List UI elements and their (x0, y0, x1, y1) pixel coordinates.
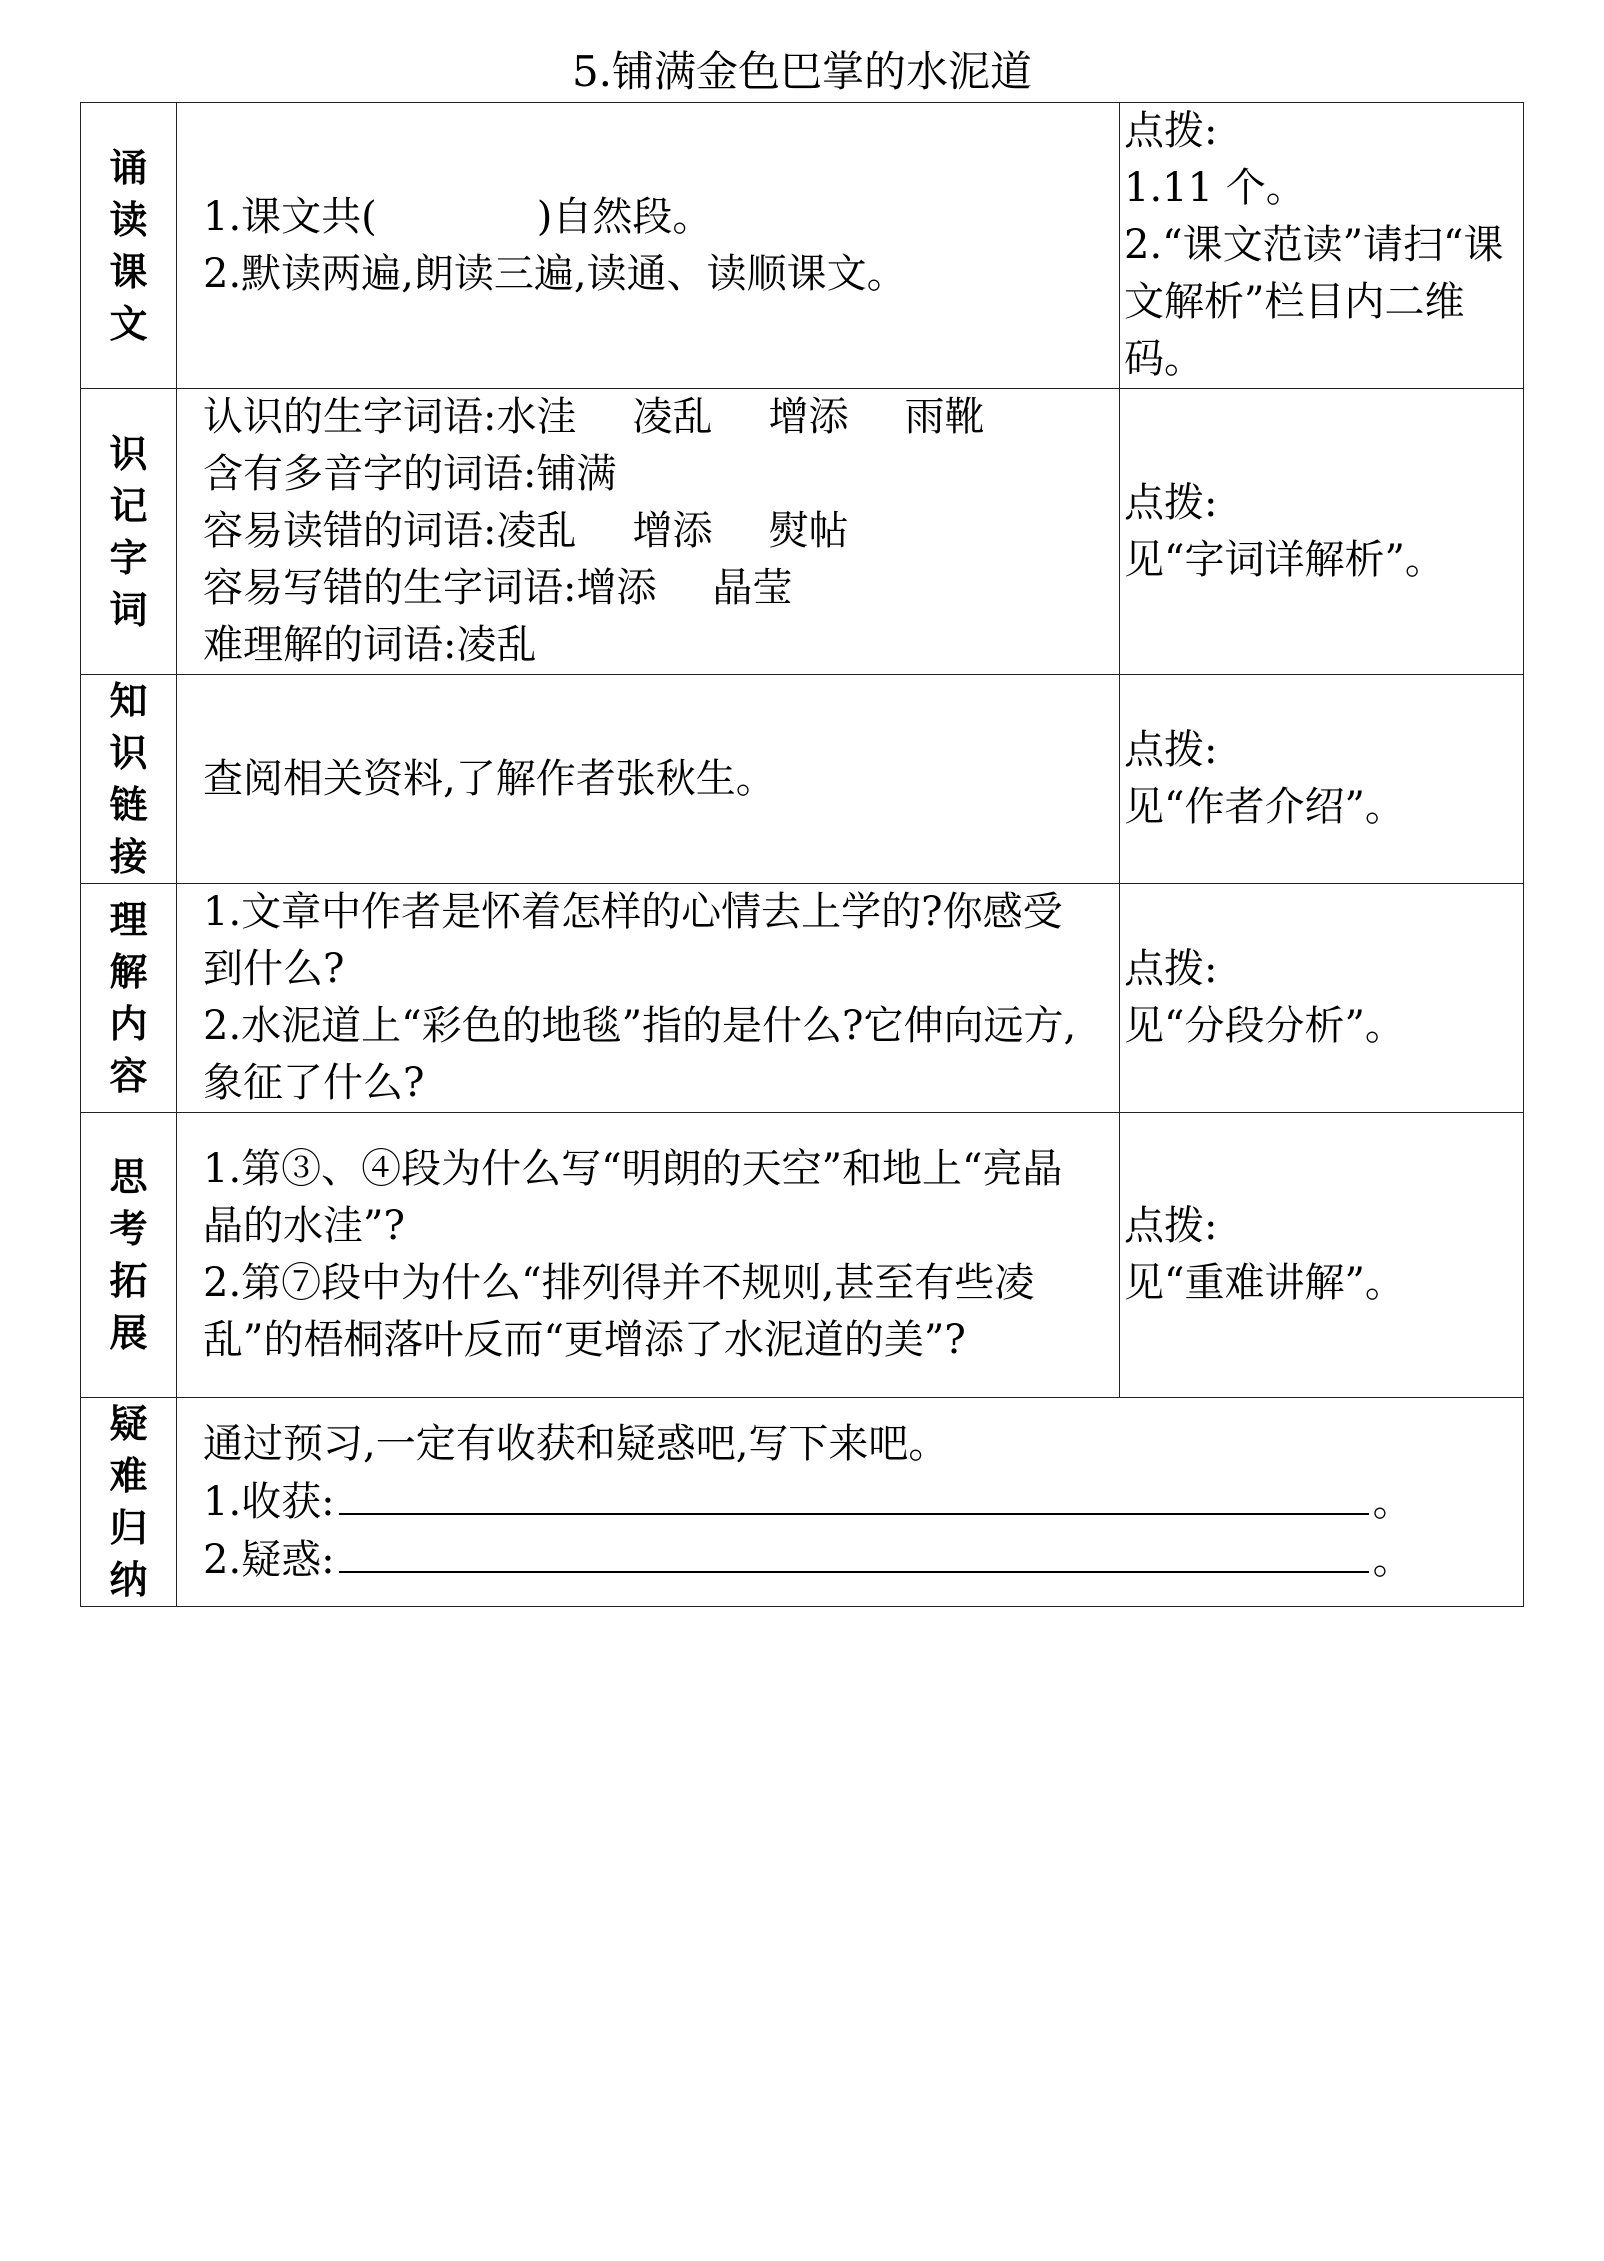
row-learn-words (81, 389, 1524, 675)
heading-char: 词 (109, 587, 148, 632)
heading-char: 容 (109, 1054, 148, 1098)
row-content (177, 103, 1120, 389)
heading-char: 字 (109, 535, 148, 580)
heading-char: 解 (109, 950, 148, 994)
hint-line: 见“重难讲解”。 (1124, 1260, 1405, 1306)
heading-char: 链 (109, 783, 148, 827)
word: 增添 (632, 508, 713, 554)
hint-line: 见“作者介绍”。 (1124, 784, 1405, 830)
word-label: 含有多音字的词语: (203, 451, 537, 497)
row-read-text (81, 103, 1524, 389)
hint-cell (1120, 675, 1524, 884)
heading-char: 难 (109, 1454, 148, 1498)
study-table (80, 102, 1524, 1607)
hint-cell (1120, 884, 1524, 1113)
row-heading (81, 389, 177, 675)
content-line: 查阅相关资料,了解作者张秋生。 (203, 755, 776, 802)
content-line (203, 189, 1101, 246)
content-line (203, 560, 1101, 617)
word: 增添 (576, 565, 657, 611)
heading-char: 展 (109, 1311, 148, 1355)
hint-label: 点拨: (1124, 946, 1218, 992)
content-line (203, 617, 1101, 674)
heading-char: 拓 (109, 1259, 148, 1303)
gain-line (203, 1473, 1505, 1531)
word: 凌乱 (456, 622, 537, 668)
row-content (177, 389, 1120, 675)
content-line (203, 446, 1101, 503)
word: 水洼 (496, 394, 577, 440)
content-line (203, 389, 1101, 446)
doubt-label: 2.疑惑: (203, 1536, 335, 1583)
question: 2.第⑦段中为什么“排列得并不规则,甚至有些凌乱”的梧桐落叶反而“更增添了水泥道的美”? (203, 1260, 1035, 1363)
row-questions-summary (81, 1398, 1524, 1607)
heading-char: 知 (109, 679, 148, 723)
row-understand-content (81, 884, 1524, 1113)
heading-char: 识 (109, 731, 148, 775)
word: 熨帖 (768, 508, 849, 554)
hint-label: 点拨: (1124, 727, 1218, 773)
content-line (203, 503, 1101, 560)
heading-char: 考 (109, 1207, 148, 1251)
heading-char: 课 (109, 249, 148, 294)
row-content (177, 675, 1120, 884)
heading-char: 读 (109, 197, 148, 242)
hint-cell (1120, 103, 1524, 389)
heading-char: 文 (109, 301, 148, 346)
heading-char: 纳 (109, 1558, 148, 1602)
heading-char: 疑 (109, 1402, 148, 1446)
period: 。 (1372, 1536, 1413, 1583)
row-knowledge-link (81, 675, 1524, 884)
heading-char: 接 (109, 835, 148, 879)
hint-cell (1120, 389, 1524, 675)
heading-char: 诵 (109, 145, 148, 190)
hint-line: 2.“课文范读”请扫“课文解析”栏目内二维码。 (1124, 222, 1504, 382)
hint-line: 见“字词详解析”。 (1124, 536, 1445, 583)
word: 凌乱 (496, 508, 577, 554)
paragraph-count-prefix: 1.课文共( (203, 193, 377, 240)
doubt-line (203, 1531, 1505, 1589)
paragraph-count-suffix: )自然段。 (536, 193, 713, 240)
word: 晶莹 (712, 565, 793, 611)
word: 铺满 (536, 451, 617, 497)
row-heading (81, 675, 177, 884)
heading-char: 识 (109, 431, 148, 476)
hint-label: 点拨: (1124, 479, 1218, 526)
heading-char: 内 (109, 1002, 148, 1046)
word: 雨靴 (904, 394, 985, 440)
row-content (177, 1113, 1120, 1398)
row-think-extend (81, 1113, 1524, 1398)
word-label: 难理解的词语: (203, 622, 457, 668)
period: 。 (1372, 1478, 1413, 1525)
question: 1.第③、④段为什么写“明朗的天空”和地上“亮晶晶的水洼”? (203, 1146, 1063, 1249)
row-heading (81, 1113, 177, 1398)
row-heading (81, 1398, 177, 1607)
gain-blank[interactable] (339, 1473, 1369, 1515)
question: 2.水泥道上“彩色的地毯”指的是什么?它伸向远方,象征了什么? (203, 1003, 1077, 1106)
heading-char: 思 (109, 1155, 148, 1199)
hint-label: 点拨: (1124, 108, 1218, 154)
word: 增添 (768, 394, 849, 440)
word-label: 容易读错的词语: (203, 508, 497, 554)
word: 凌乱 (632, 394, 713, 440)
hint-line: 1.11 个。 (1124, 165, 1306, 211)
heading-char: 归 (109, 1506, 148, 1550)
hint-line: 见“分段分析”。 (1124, 1003, 1405, 1049)
doubt-blank[interactable] (339, 1531, 1369, 1573)
row-content (177, 884, 1120, 1113)
page-title: 5.铺满金色巴掌的水泥道 (571, 47, 1033, 96)
word-label: 认识的生字词语: (203, 394, 497, 440)
row-heading (81, 884, 177, 1113)
gain-label: 1.收获: (203, 1478, 335, 1525)
content-line: 通过预习,一定有收获和疑惑吧,写下来吧。 (203, 1420, 949, 1467)
word-label: 容易写错的生字词语: (203, 565, 577, 611)
heading-char: 理 (109, 898, 148, 942)
hint-label: 点拨: (1124, 1203, 1218, 1249)
content-line: 2.默读两遍,朗读三遍,读通、读顺课文。 (203, 250, 907, 297)
row-content (177, 1398, 1524, 1607)
heading-char: 记 (109, 483, 148, 528)
row-heading (81, 103, 177, 389)
hint-cell (1120, 1113, 1524, 1398)
question: 1.文章中作者是怀着怎样的心情去上学的?你感受到什么? (203, 889, 1063, 992)
